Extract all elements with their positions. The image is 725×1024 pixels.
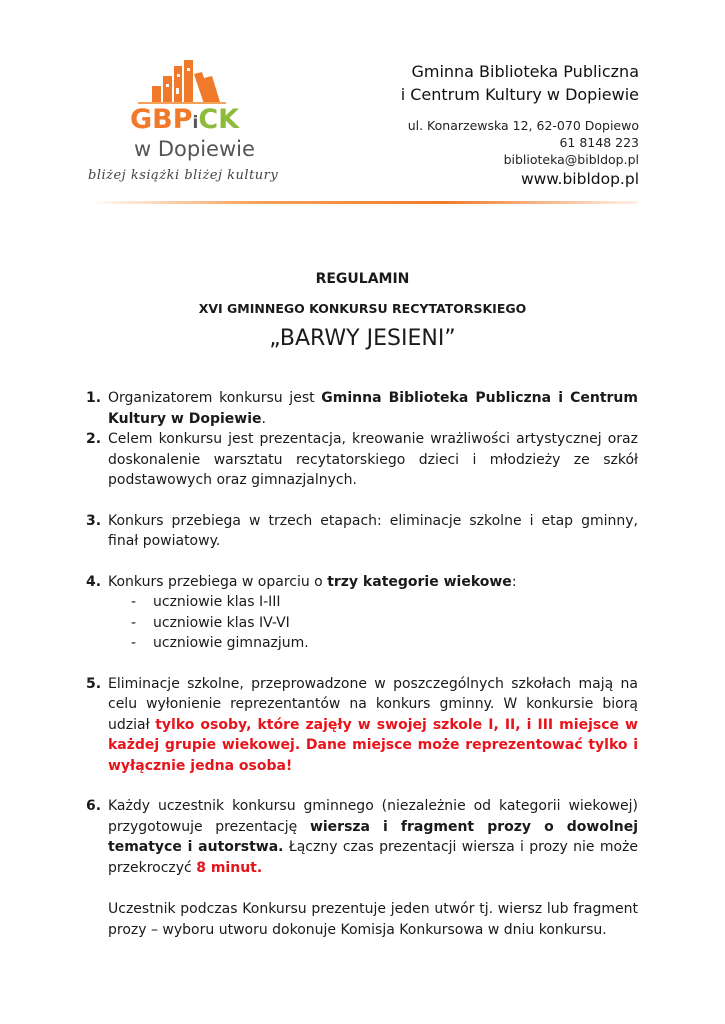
- org-phone: 61 8148 223: [559, 135, 639, 150]
- item-text: Każdy uczestnik konkursu gminnego (niezależnie od kategorii wiekowej) przygotowuje prezentację: [108, 798, 638, 835]
- org-email[interactable]: biblioteka@bibldop.pl: [503, 152, 639, 167]
- org-name-line2: i Centrum Kultury w Dopiewie: [400, 85, 639, 104]
- item-number: 4.: [86, 573, 102, 590]
- item-highlight-text: 8 minut.: [196, 859, 263, 876]
- item-text: :: [511, 573, 517, 590]
- item-text: Organizatorem konkursu jest: [108, 390, 322, 406]
- org-website-link[interactable]: www.bibldop.pl: [520, 170, 639, 188]
- list-item: [86, 511, 638, 552]
- item-text: .: [261, 410, 266, 427]
- logo-main-suffix: CK: [198, 104, 240, 135]
- sub-list-item: - uczniowie gimnazjum.: [131, 635, 309, 651]
- item-bold-text: wiersza i fragment prozy o dowolnej tematyce i autorstwa.: [108, 818, 638, 855]
- logo-tagline: bliżej książki bliżej kultury: [88, 168, 279, 183]
- item-text: Konkurs przebiega w trzech etapach: eliminacje szkolne i etap gminny, finał powiatowy.: [108, 512, 638, 549]
- item-text: Eliminacje szkolne, przeprowadzone w poszczególnych szkołach mają na celu wyłonienie reprezentantów na konkurs gminny. W konkursie biorą udział: [108, 675, 638, 733]
- logo-wordmark: [130, 105, 255, 160]
- header-divider: [88, 201, 638, 204]
- sub-list-item: - uczniowie klas I-III: [131, 594, 281, 610]
- sub-item-text: uczniowie klas I-III: [153, 594, 281, 610]
- logo-main-prefix: GBP: [130, 104, 193, 135]
- org-address: ul. Konarzewska 12, 62-070 Dopiewo: [407, 118, 639, 133]
- item-highlight-text: tylko osoby, które zajęły w swojej szkole I, II, i III miejsce w każdej grupie wiekowej. Dane miejsce może reprezentować tylko i wyłącznie jedna osoba!: [108, 716, 638, 774]
- list-item: [86, 429, 638, 491]
- organization-info: [401, 60, 639, 189]
- document-title: REGULAMIN: [315, 271, 410, 287]
- item-number: 6.: [86, 798, 102, 814]
- logo-sub: w Dopiewie: [134, 137, 255, 161]
- logo-main-i: i: [192, 113, 199, 133]
- item-text: Celem konkursu jest prezentacja, kreowanie wrażliwości artystycznej oraz doskonalenie warsztatu recytatorskiego dzieci i młodzieży ze szkół podstawowych oraz gimnazjalnych.: [108, 431, 638, 488]
- item-number: 5.: [86, 675, 102, 692]
- sub-item-text: uczniowie klas IV-VI: [153, 614, 290, 631]
- participant-note: Uczestnik podczas Konkursu prezentuje jeden utwór tj. wiersz lub fragment prozy – wyboru utworu dokonuje Komisja Konkursowa w dniu konkursu.: [108, 901, 638, 938]
- item-bold-text: Gminna Biblioteka Publiczna i Centrum Kultury w Dopiewie: [108, 390, 638, 427]
- item-number: 3.: [86, 512, 102, 529]
- item-text: Konkurs przebiega w oparciu o: [108, 573, 328, 590]
- item-text: Łączny czas prezentacji wiersza i prozy nie może przekroczyć: [108, 839, 638, 876]
- sub-list-item: - uczniowie klas IV-VI: [131, 614, 290, 631]
- list-item: [86, 572, 638, 593]
- list-item: [86, 674, 638, 777]
- contest-name: „BARWY JESIENI”: [269, 326, 456, 351]
- item-bold-text: trzy kategorie wiekowe: [327, 573, 512, 590]
- rules-list: [86, 388, 638, 940]
- item-number: 2.: [86, 431, 102, 447]
- document-subtitle: XVI GMINNEGO KONKURSU RECYTATORSKIEGO: [198, 301, 527, 316]
- list-item: [86, 796, 638, 878]
- org-name-line1: Gminna Biblioteka Publiczna: [411, 62, 639, 81]
- sub-item-text: uczniowie gimnazjum.: [153, 635, 309, 651]
- list-item: [86, 388, 638, 429]
- item-number: 1.: [86, 390, 102, 406]
